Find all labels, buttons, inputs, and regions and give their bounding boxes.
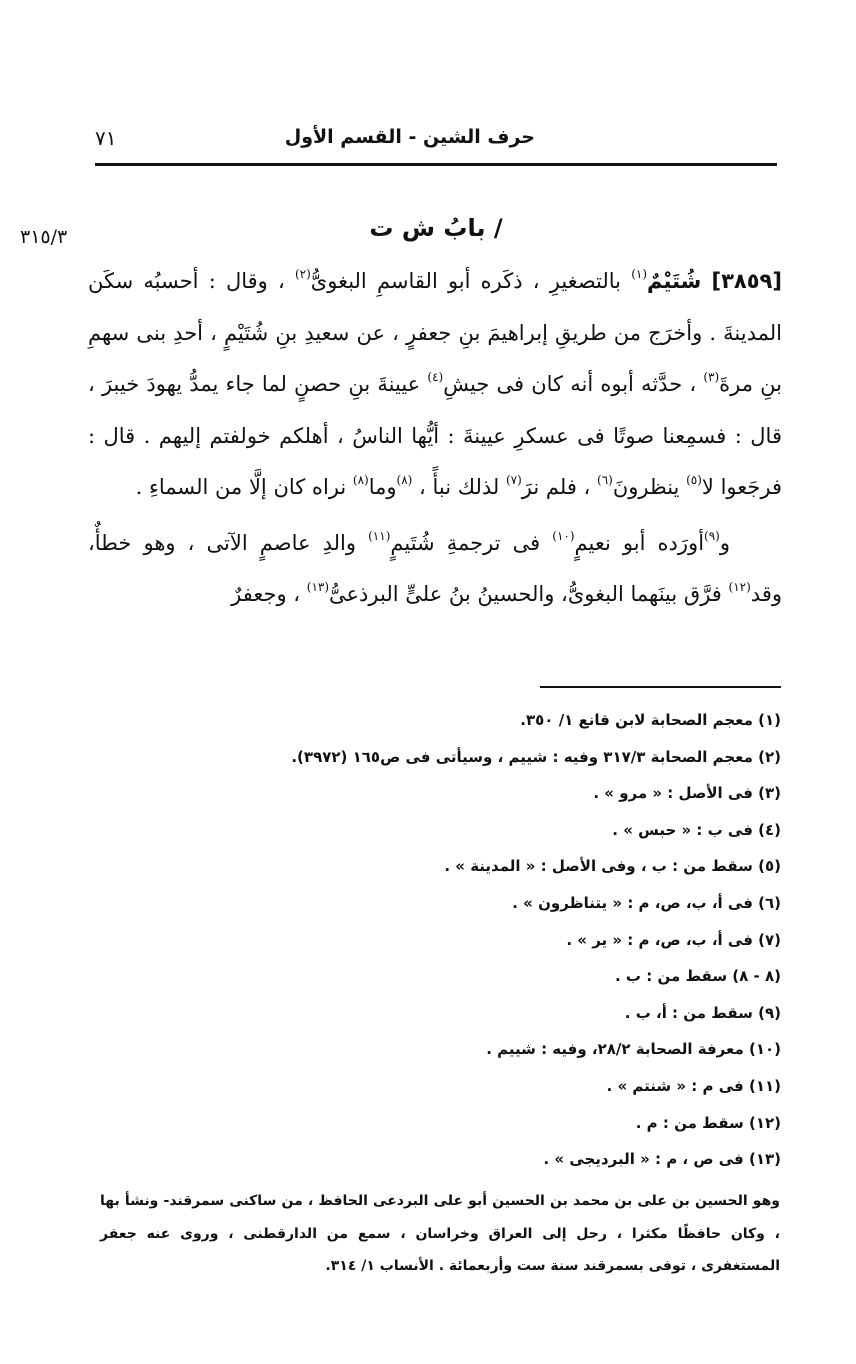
- running-title: حرف الشين - القسم الأول: [284, 126, 535, 148]
- footnote-marker: (٧): [505, 473, 522, 487]
- footnote-marker: (٨): [352, 473, 369, 487]
- footnote-marker: (١٢): [728, 580, 751, 594]
- text-run: فى ترجمةِ شُتَيمٍ: [390, 530, 541, 555]
- margin-reference: ٣١٥/٣: [20, 226, 68, 248]
- text-run: ، وقال : أحسبُه سكَن المدينةَ . وأخرَج من طريقِ إبراهيمَ بنِ جعفرٍ ، عن سعيدِ بنِ شُتَيْمٍ ، أحدِ بنى سهمِ بنِ مرةَ: [88, 269, 783, 396]
- footnote-item: (١١) فى م : « شنتم » .: [606, 1076, 781, 1095]
- section-heading: / بابُ ش ت: [369, 214, 503, 242]
- footnote-marker: (٤): [427, 370, 444, 384]
- footnote-item: (٥) سقط من : ب ، وفى الأصل : « المدينة » .: [444, 857, 781, 876]
- footnote-marker: (٨): [396, 473, 413, 487]
- entry-paragraph-2: [88, 518, 782, 621]
- text-run: فرَّق بينَهما البغوىُّ، والحسينُ بنُ علىٍّ البرذعىُّ: [329, 582, 722, 606]
- footnote-marker: (٩): [704, 528, 720, 543]
- footnote-item: (٣) فى الأصل : « مرو » .: [593, 784, 781, 803]
- text-run: عيينةَ بنِ حصنٍ لما جاء يمدُّ يهودَ خيبرَ ، قال : فسمِعنا صوتًا فى عسكرِ عيينةَ : أيُّها الناسُ ، أهلكم خولفتم إليهم . قال : فرجَعوا لا: [88, 372, 782, 499]
- text-run: ينظرونَ: [612, 475, 680, 499]
- text-run: بالتصغيرِ ، ذكَره أبو القاسمِ البغوىُّ: [310, 269, 622, 293]
- text-run: والدِ عاصمٍ الآتى ، وهو خطأٌ، وقد: [88, 530, 782, 606]
- footnote-item: (١٠) معرفة الصحابة ٢٨/٢، وفيه : شييم .: [486, 1040, 781, 1059]
- footnote-item: (٢) معجم الصحابة ٣١٧/٣ وفيه : شييم ، وسيأتى فى ص١٦٥ (٣٩٧٢).: [291, 747, 781, 766]
- text-run: نراه كان إلَّا من السماءِ .: [135, 475, 347, 499]
- entry-paragraph-1: [88, 256, 782, 514]
- footnotes-list: [91, 702, 781, 1178]
- text-run: ، وجعفرٌ: [231, 582, 301, 606]
- header-rule: [95, 163, 777, 166]
- footnote-item: (٩) سقط من : أ، ب .: [624, 1003, 781, 1022]
- footnote-item: (٤) فى ب : « حبس » .: [612, 820, 781, 839]
- footnote-item: (٨ - ٨) سقط من : ب .: [615, 967, 781, 986]
- footnote-item: (٧) فى أ، ب، ص، م : « ير » .: [566, 930, 781, 949]
- page-number: ٧١: [95, 126, 117, 150]
- footnote-continuation: وهو الحسين بن على بن محمد بن الحسين أبو على البردعى الحافظ ، من ساكنى سمرقند- ونشأ بها ، وكان حافظًا مكثرا ، رحل إلى العراق وخراسان ، سمع من الدارقطنى ، وروى عنه جعفر المستغفرى ، توفى بسمرقند سنة ست وأربعمائة . الأنساب ١/ ٣١٤.: [100, 1193, 780, 1274]
- footnote-item: (١٣) فى ص ، م : « البرديجى » .: [543, 1150, 781, 1169]
- footnote-item: (٦) فى أ، ب، ص، م : « يتناظرون » .: [512, 893, 781, 912]
- footnote-marker: (١١): [368, 528, 391, 543]
- footnote-marker: (٦): [597, 473, 613, 487]
- page-header: [95, 118, 777, 162]
- entry-body: [88, 256, 782, 621]
- footnote-separator: [540, 686, 781, 688]
- footnote-marker: (٢): [294, 267, 311, 281]
- footnote-marker: (٣): [703, 370, 720, 384]
- footnote-marker: (١): [631, 267, 648, 281]
- text-run: ، فلم نرَ: [521, 475, 591, 499]
- footnote-item: (١) معجم الصحابة لابن قانع ١/ ٣٥٠.: [520, 711, 781, 729]
- entry-number: [٣٨٥٩]: [711, 269, 782, 293]
- footnote-marker: (٥): [686, 473, 702, 487]
- footnote-marker: (١٣): [306, 580, 330, 594]
- footnote-marker: (١٠): [552, 528, 575, 543]
- footnote-item: (١٢) سقط من : م .: [635, 1113, 781, 1132]
- text-run: ، حدَّثه أبوه أنه كان فى جيشِ: [443, 372, 697, 396]
- text-run: أورَده أبو نعيمٍ: [574, 530, 705, 555]
- text-run: وما: [368, 475, 397, 499]
- entry-name: شُتَيْمٌ: [647, 269, 702, 293]
- text-run: و: [719, 530, 731, 555]
- text-run: لذلك نبأً ،: [419, 475, 500, 499]
